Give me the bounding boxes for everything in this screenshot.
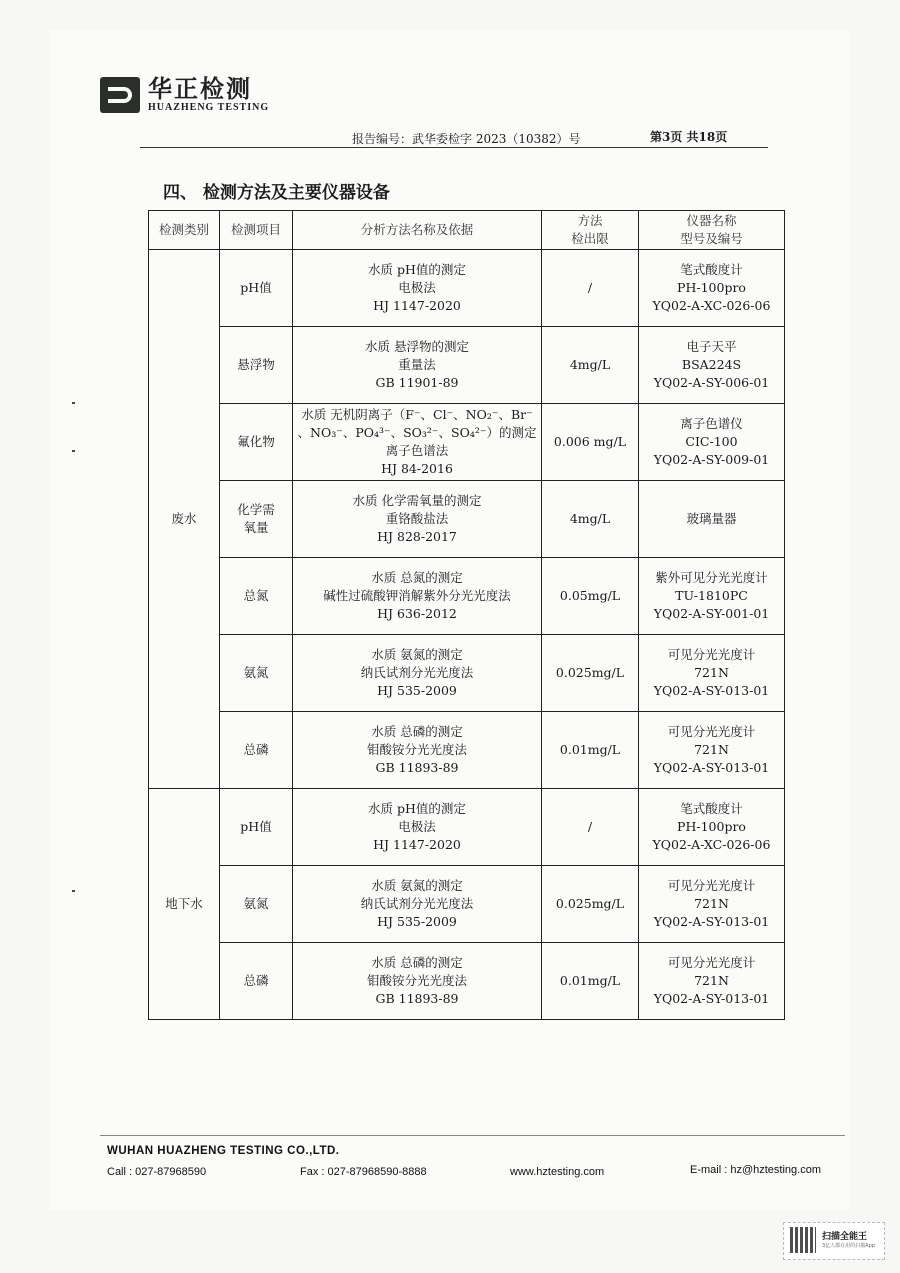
- category-cell: 地下水: [149, 789, 220, 1020]
- method-cell: [293, 712, 542, 789]
- instrument-cell-line: 离子色谱仪: [680, 416, 743, 431]
- item-cell: 氨氮: [220, 866, 293, 943]
- table-row: [149, 866, 785, 943]
- instrument-cell-line: 可见分光光度计: [667, 647, 756, 662]
- item-cell: 总磷: [220, 712, 293, 789]
- method-cell-line: 、NO₃⁻、PO₄³⁻、SO₃²⁻、SO₄²⁻）的测定: [297, 425, 537, 440]
- method-cell-line: 离子色谱法: [385, 443, 449, 458]
- footer-fax: Fax : 027-87968590-8888: [300, 1166, 427, 1178]
- instrument-cell-line: 可见分光光度计: [667, 955, 756, 970]
- instrument-cell-line: PH-100pro: [677, 280, 746, 295]
- header-category: 检测类别: [149, 211, 220, 250]
- footer-company: WUHAN HUAZHENG TESTING CO.,LTD.: [107, 1145, 340, 1157]
- method-cell-line: GB 11893-89: [375, 991, 459, 1006]
- instrument-cell-line: 可见分光光度计: [667, 724, 756, 739]
- instrument-cell-line: 电子天平: [686, 339, 737, 354]
- footer-web: www.hztesting.com: [510, 1166, 605, 1178]
- method-cell-line: HJ 84-2016: [381, 461, 453, 476]
- method-cell-line: 水质 pH值的测定: [368, 801, 466, 816]
- instrument-cell-line: 可见分光光度计: [667, 878, 756, 893]
- method-cell-line: HJ 535-2009: [377, 914, 457, 929]
- instrument-cell-line: YQ02-A-SY-009-01: [653, 452, 770, 467]
- item-cell: 氨氮: [220, 635, 293, 712]
- method-cell-line: 钼酸铵分光光度法: [366, 742, 467, 757]
- method-cell-line: 碱性过硫酸钾消解紫外分光光度法: [323, 588, 511, 603]
- method-cell-line: 水质 悬浮物的测定: [365, 339, 469, 354]
- company-logo: [100, 76, 269, 113]
- instrument-cell: [639, 943, 785, 1020]
- instrument-cell-line: TU-1810PC: [675, 588, 748, 603]
- instrument-cell: [639, 327, 785, 404]
- limit-cell: 4mg/L: [542, 327, 639, 404]
- table-header-row: [149, 211, 785, 250]
- method-cell-line: HJ 828-2017: [377, 529, 457, 544]
- instrument-cell-line: YQ02-A-XC-026-06: [652, 837, 771, 852]
- method-cell-line: 水质 氨氮的测定: [371, 878, 463, 893]
- table-row: [149, 327, 785, 404]
- instrument-cell-line: YQ02-A-SY-013-01: [653, 914, 770, 929]
- method-cell: [293, 404, 542, 481]
- instrument-cell: [639, 558, 785, 635]
- method-cell: [293, 789, 542, 866]
- limit-cell: 0.025mg/L: [542, 635, 639, 712]
- header-item: 检测项目: [220, 211, 293, 250]
- scanner-badge: [783, 1222, 885, 1260]
- instrument-cell-line: YQ02-A-SY-001-01: [653, 606, 770, 621]
- method-cell: [293, 635, 542, 712]
- item-cell: 总磷: [220, 943, 293, 1020]
- footer-email: E-mail : hz@hztesting.com: [690, 1164, 821, 1176]
- method-cell-line: GB 11893-89: [375, 760, 459, 775]
- page-number: 第3页 共18页: [650, 130, 728, 144]
- method-cell-line: 水质 化学需氧量的测定: [352, 493, 482, 508]
- instrument-cell: [639, 866, 785, 943]
- scanner-tagline: 3亿人都在用的扫描App: [822, 1243, 875, 1249]
- method-cell-line: 水质 无机阴离子（F⁻、Cl⁻、NO₂⁻、Br⁻: [301, 407, 533, 422]
- method-cell-line: 水质 总磷的测定: [371, 955, 463, 970]
- instrument-cell-line: BSA224S: [681, 357, 742, 372]
- method-cell-line: HJ 636-2012: [377, 606, 457, 621]
- method-cell-line: 纳氏试剂分光光度法: [360, 665, 474, 680]
- method-cell-line: 电极法: [398, 819, 436, 834]
- item-cell: 悬浮物: [220, 327, 293, 404]
- header-method-line: 分析方法名称及依据: [360, 222, 474, 237]
- instrument-cell-line: YQ02-A-SY-006-01: [653, 375, 770, 390]
- table-row: [149, 250, 785, 327]
- limit-cell: 0.01mg/L: [542, 943, 639, 1020]
- method-cell-line: 水质 氨氮的测定: [371, 647, 463, 662]
- table-row: [149, 635, 785, 712]
- method-cell-line: HJ 1147-2020: [373, 837, 461, 852]
- table-row: [149, 943, 785, 1020]
- scan-mark: [72, 890, 75, 892]
- instrument-cell-line: 721N: [694, 973, 729, 988]
- method-cell-line: HJ 535-2009: [377, 683, 457, 698]
- qr-code-icon: [790, 1227, 816, 1253]
- table-row: [149, 404, 785, 481]
- header-limit-line: 方法: [577, 213, 603, 228]
- method-cell-line: 水质 总磷的测定: [371, 724, 463, 739]
- method-cell-line: 钼酸铵分光光度法: [366, 973, 467, 988]
- method-cell-line: GB 11901-89: [375, 375, 459, 390]
- instrument-cell-line: YQ02-A-SY-013-01: [653, 683, 770, 698]
- logo-cn: 华正检测: [148, 75, 252, 103]
- instrument-cell: [639, 789, 785, 866]
- instrument-cell: [639, 250, 785, 327]
- method-cell-line: 水质 总氮的测定: [371, 570, 463, 585]
- instrument-cell-line: 笔式酸度计: [680, 801, 743, 816]
- item-cell: pH值: [220, 250, 293, 327]
- footer-call: Call : 027-87968590: [107, 1166, 207, 1178]
- method-cell: [293, 327, 542, 404]
- header-instrument-line: 型号及编号: [680, 231, 743, 246]
- method-cell-line: 电极法: [398, 280, 436, 295]
- instrument-cell-line: YQ02-A-XC-026-06: [652, 298, 771, 313]
- item-cell: 化学需氧量: [220, 481, 293, 558]
- method-cell: [293, 943, 542, 1020]
- item-cell: 总氮: [220, 558, 293, 635]
- limit-cell: 0.01mg/L: [542, 712, 639, 789]
- header-method: [293, 211, 542, 250]
- logo-mark-icon: [100, 77, 140, 113]
- table-row: [149, 558, 785, 635]
- header-instrument-line: 仪器名称: [686, 213, 737, 228]
- instrument-cell-line: CIC-100: [685, 434, 738, 449]
- report-number: 报告编号：武华委检字 2023（10382）号: [352, 132, 581, 146]
- limit-cell: 0.006 mg/L: [542, 404, 639, 481]
- instrument-cell-line: 玻璃量器: [686, 511, 737, 526]
- instrument-cell: [639, 481, 785, 558]
- limit-cell: 0.05mg/L: [542, 558, 639, 635]
- item-cell: 氟化物: [220, 404, 293, 481]
- header-limit-line: 检出限: [571, 231, 609, 246]
- method-cell-line: HJ 1147-2020: [373, 298, 461, 313]
- method-cell-line: 纳氏试剂分光光度法: [360, 896, 474, 911]
- footer-divider: [100, 1135, 845, 1136]
- instrument-cell: [639, 404, 785, 481]
- instrument-cell: [639, 635, 785, 712]
- header-divider: [140, 147, 768, 148]
- category-cell: 废水: [149, 250, 220, 789]
- instrument-cell-line: YQ02-A-SY-013-01: [653, 760, 770, 775]
- instrument-cell-line: 721N: [694, 665, 729, 680]
- method-cell: [293, 866, 542, 943]
- method-cell: [293, 558, 542, 635]
- instrument-cell-line: 笔式酸度计: [680, 262, 743, 277]
- table-row: [149, 789, 785, 866]
- instrument-cell: [639, 712, 785, 789]
- method-cell-line: 水质 pH值的测定: [368, 262, 466, 277]
- instrument-cell-line: YQ02-A-SY-013-01: [653, 991, 770, 1006]
- limit-cell: /: [542, 250, 639, 327]
- instrument-cell-line: 紫外可见分光光度计: [655, 570, 768, 585]
- scan-mark: [72, 402, 75, 404]
- limit-cell: 0.025mg/L: [542, 866, 639, 943]
- method-cell: [293, 250, 542, 327]
- section-title: 四、 检测方法及主要仪器设备: [163, 183, 390, 203]
- instrument-cell-line: 721N: [694, 896, 729, 911]
- method-cell: [293, 481, 542, 558]
- item-cell: pH值: [220, 789, 293, 866]
- limit-cell: /: [542, 789, 639, 866]
- scan-mark: [72, 450, 75, 452]
- method-cell-line: 重铬酸盐法: [385, 511, 449, 526]
- header-instrument: [639, 211, 785, 250]
- limit-cell: 4mg/L: [542, 481, 639, 558]
- table-row: [149, 712, 785, 789]
- methods-table: [148, 210, 785, 1020]
- instrument-cell-line: 721N: [694, 742, 729, 757]
- table-row: [149, 481, 785, 558]
- logo-en: HUAZHENG TESTING: [148, 102, 270, 113]
- header-limit: [542, 211, 639, 250]
- scanner-name: 扫描全能王: [822, 1232, 868, 1242]
- method-cell-line: 重量法: [398, 357, 436, 372]
- instrument-cell-line: PH-100pro: [677, 819, 746, 834]
